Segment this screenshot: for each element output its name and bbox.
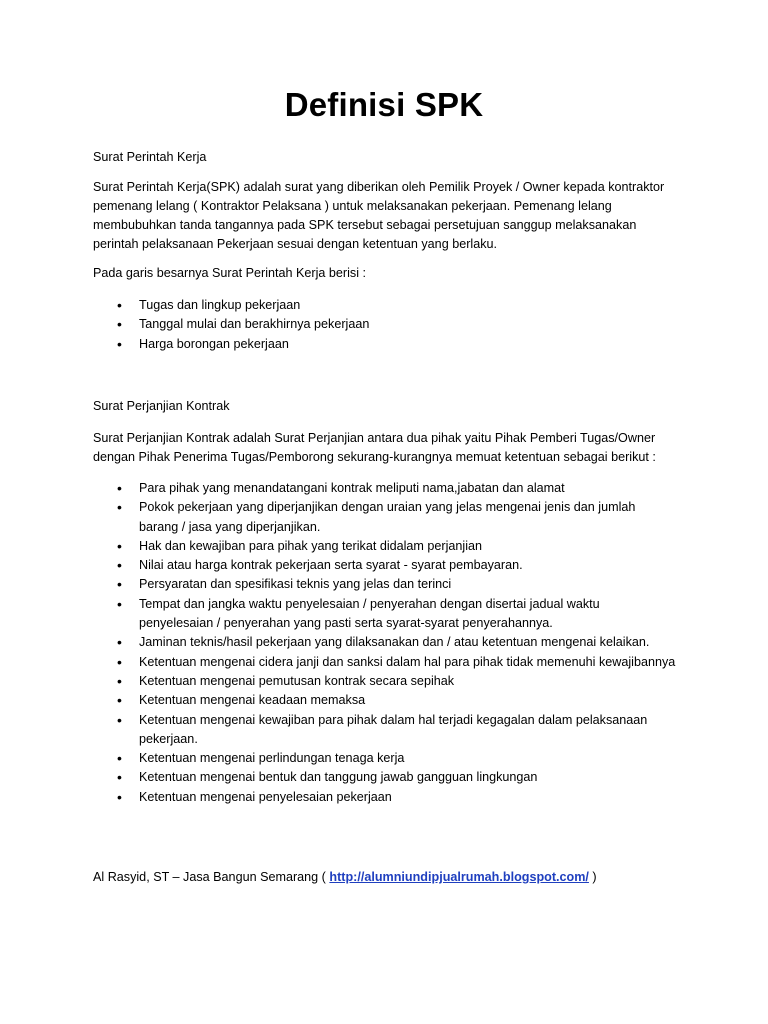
list-item: • Ketentuan mengenai penyelesaian pekerjaan: [117, 788, 677, 807]
footer-suffix: ): [588, 870, 597, 884]
section2-list: [117, 479, 677, 807]
list-item: • Nilai atau harga kontrak pekerjaan serta syarat - syarat pembayaran.: [117, 556, 677, 575]
list-item: • Tempat dan jangka waktu penyelesaian / penyerahan dengan disertai jadual waktu penyelesaian / penyerahan yang pasti serta syarat-syarat penyerahannya.: [117, 595, 677, 634]
page-title: Definisi SPK: [284, 86, 484, 123]
list-item: • Persyaratan dan spesifikasi teknis yang jelas dan terinci: [117, 575, 677, 594]
blog-link[interactable]: http://alumniundipjualrumah.blogspot.com/: [329, 870, 589, 884]
list-item: • Ketentuan mengenai cidera janji dan sanksi dalam hal para pihak tidak memenuhi kewajibannya: [117, 653, 677, 672]
section2-paragraph: Surat Perjanjian Kontrak adalah Surat Perjanjian antara dua pihak yaitu Pihak Pemberi Tugas/Owner dengan Pihak Penerima Tugas/Pemborong sekurang-kurangnya memuat ketentuan sebagai berikut :: [93, 431, 656, 464]
footer-prefix: Al Rasyid, ST – Jasa Bangun Semarang (: [93, 870, 330, 884]
footer-credit: [93, 870, 597, 884]
list-item: • Pokok pekerjaan yang diperjanjikan dengan uraian yang jelas mengenai jenis dan jumlah barang / jasa yang diperjanjikan.: [117, 498, 677, 537]
list-item: • Hak dan kewajiban para pihak yang terikat didalam perjanjian: [117, 537, 677, 556]
section1-paragraph: Surat Perintah Kerja(SPK) adalah surat yang diberikan oleh Pemilik Proyek / Owner kepada kontraktor pemenang lelang ( Kontraktor Pelaksana ) untuk melaksanakan pekerjaan. Pemenang lelang membubuhkan tanda tangannya pada SPK tersebut sebagai persetujuan sanggup melaksanakan perintah pelaksanaan Pekerjaan sesuai dengan ketentuan yang berlaku.: [93, 180, 665, 251]
list-item: • Ketentuan mengenai bentuk dan tanggung jawab gangguan lingkungan: [117, 768, 677, 787]
section1-list: [117, 296, 677, 354]
list-item: • Jaminan teknis/hasil pekerjaan yang dilaksanakan dan / atau ketentuan mengenai kelaikan.: [117, 633, 677, 652]
section2-heading: Surat Perjanjian Kontrak: [93, 399, 230, 413]
list-item: • Ketentuan mengenai pemutusan kontrak secara sepihak: [117, 672, 677, 691]
list-item: • Ketentuan mengenai kewajiban para pihak dalam hal terjadi kegagalan dalam pelaksanaan pekerjaan.: [117, 711, 677, 750]
list-item: • Ketentuan mengenai perlindungan tenaga kerja: [117, 749, 677, 768]
list-item: • Tanggal mulai dan berakhirnya pekerjaan: [117, 315, 677, 334]
section1-heading: Surat Perintah Kerja: [93, 150, 207, 164]
list-item: • Ketentuan mengenai keadaan memaksa: [117, 691, 677, 710]
section1-intro: Pada garis besarnya Surat Perintah Kerja berisi :: [93, 266, 367, 280]
list-item: • Harga borongan pekerjaan: [117, 335, 677, 354]
list-item: • Tugas dan lingkup pekerjaan: [117, 296, 677, 315]
list-item: • Para pihak yang menandatangani kontrak meliputi nama,jabatan dan alamat: [117, 479, 677, 498]
